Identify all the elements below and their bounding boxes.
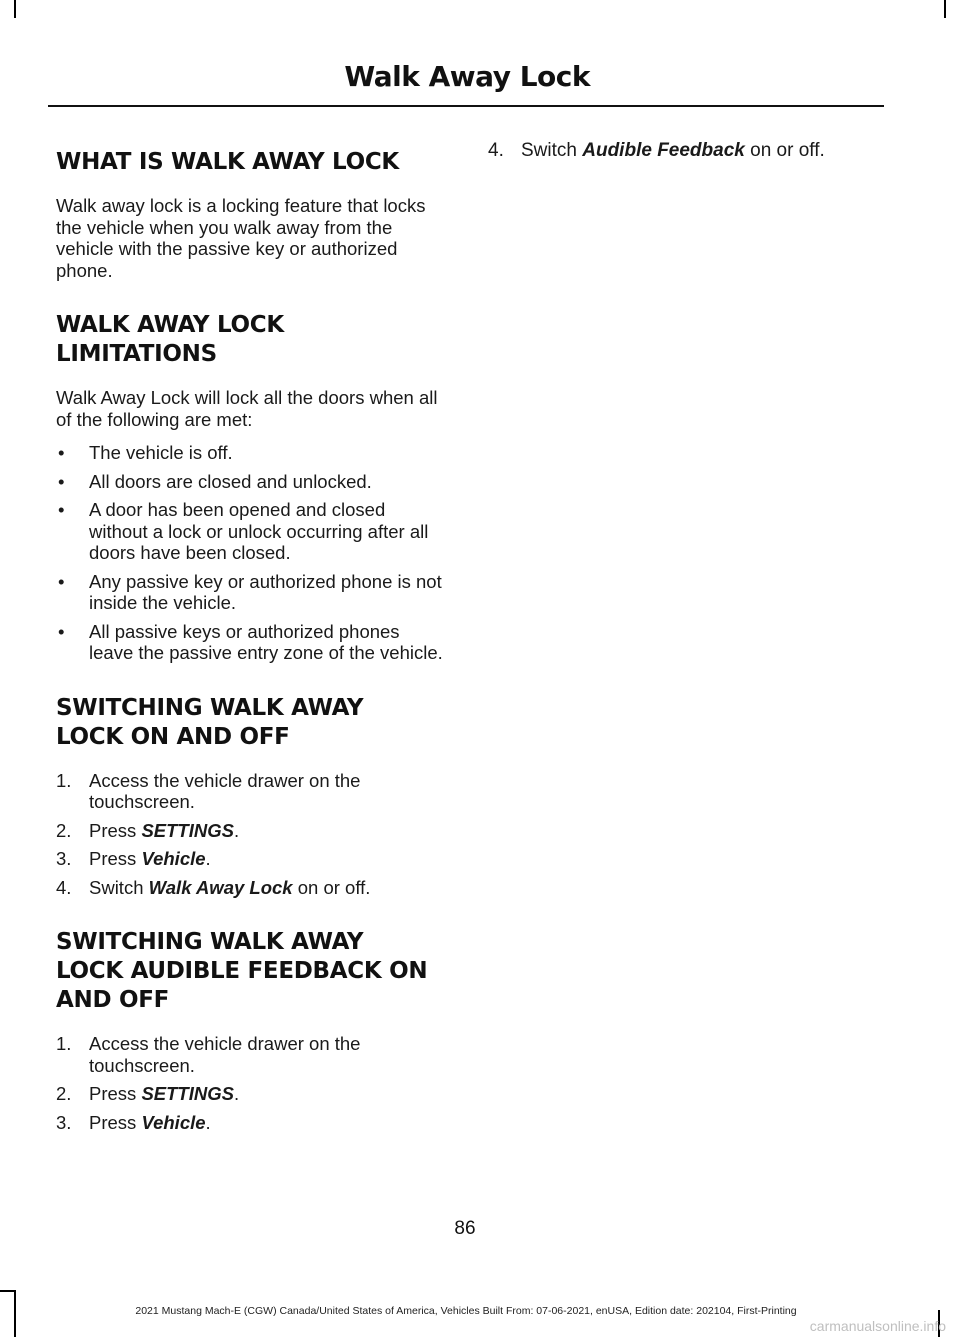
list-item bbox=[56, 471, 448, 493]
step-text-end: . bbox=[233, 819, 240, 841]
step-item bbox=[56, 877, 448, 899]
page-title: Walk Away Lock bbox=[344, 60, 590, 93]
watermark: carmanualsonline.info bbox=[809, 1318, 946, 1334]
section-heading-switching bbox=[56, 694, 448, 752]
step-ui-label: SETTINGS bbox=[141, 819, 234, 841]
feedback-steps-list bbox=[56, 1033, 448, 1133]
step-number: 4. bbox=[488, 140, 504, 161]
section-heading-audible-feedback bbox=[56, 928, 448, 1015]
limitations-bullet-list bbox=[56, 442, 448, 664]
list-item-text: A door has been opened and closed without a lock or unlock occurring after all doors have been closed. bbox=[89, 499, 429, 563]
section-what-is bbox=[56, 148, 448, 281]
step-number: 2. bbox=[56, 1083, 72, 1104]
step-text-end: . bbox=[205, 1111, 211, 1133]
heading-line: LIMITATIONS bbox=[56, 341, 217, 367]
crop-mark-bottom-left bbox=[14, 1290, 16, 1337]
step-text: Press bbox=[89, 1083, 142, 1104]
list-item-text: The vehicle is off. bbox=[89, 442, 233, 463]
crop-mark-top-left bbox=[14, 0, 16, 18]
list-item bbox=[56, 499, 448, 564]
step-ui-label: Vehicle bbox=[141, 1111, 206, 1133]
left-column bbox=[56, 140, 448, 1163]
step-text-end: on or off. bbox=[292, 876, 371, 898]
step-number: 4. bbox=[56, 876, 72, 898]
step-text-end: . bbox=[233, 1083, 240, 1104]
bullet-marker: • bbox=[58, 499, 65, 520]
heading-line: LOCK ON AND OFF bbox=[56, 723, 290, 750]
step-ui-label: Walk Away Lock bbox=[148, 876, 293, 898]
list-item-text: Any passive key or authorized phone is not inside the vehicle. bbox=[89, 570, 442, 613]
footer-edition-info: 2021 Mustang Mach-E (CGW) Canada/United States of America, Vehicles Built From: 07-06-2021, enUSA, Edition date: 202104, First-Printing bbox=[135, 1305, 797, 1317]
page-number: 86 bbox=[454, 1218, 476, 1239]
crop-mark-bottom-left-h bbox=[0, 1290, 16, 1292]
step-item bbox=[56, 848, 448, 870]
step-item bbox=[56, 1083, 448, 1105]
step-item bbox=[56, 770, 448, 813]
limitations-intro: Walk Away Lock will lock all the doors when all of the following are met: bbox=[56, 387, 438, 430]
list-item-text: All passive keys or authorized phones leave the passive entry zone of the vehicle. bbox=[89, 620, 443, 663]
heading-line: WALK AWAY LOCK bbox=[56, 312, 284, 338]
section-heading-limitations bbox=[56, 311, 448, 369]
step-ui-label: SETTINGS bbox=[141, 1083, 234, 1104]
section-limitations bbox=[56, 311, 448, 664]
bullet-marker: • bbox=[58, 442, 65, 463]
step-number: 3. bbox=[56, 1111, 72, 1133]
step-text: Press bbox=[89, 848, 142, 869]
step-item bbox=[56, 1112, 448, 1134]
heading-line: LOCK AUDIBLE FEEDBACK ON bbox=[56, 958, 428, 984]
step-number: 2. bbox=[56, 819, 72, 841]
step-number: 1. bbox=[56, 1033, 72, 1054]
step-ui-label: Vehicle bbox=[141, 848, 206, 869]
step-number: 1. bbox=[56, 769, 72, 791]
crop-mark-top-right bbox=[944, 0, 946, 18]
list-item bbox=[56, 621, 448, 664]
switching-steps-list bbox=[56, 770, 448, 899]
step-item bbox=[488, 140, 888, 162]
header-divider bbox=[48, 105, 884, 107]
step-number: 3. bbox=[56, 848, 72, 869]
step-text: Press bbox=[89, 819, 142, 841]
bullet-marker: • bbox=[58, 620, 65, 642]
step-text-end: on or off. bbox=[744, 140, 825, 161]
feedback-steps-list-continued bbox=[488, 140, 888, 162]
bullet-marker: • bbox=[58, 470, 65, 492]
list-item bbox=[56, 571, 448, 614]
step-text: Access the vehicle drawer on the touchscreen. bbox=[89, 1033, 361, 1076]
section-audible-feedback bbox=[56, 928, 448, 1133]
step-text: Switch bbox=[521, 140, 583, 161]
step-text-end: . bbox=[205, 848, 211, 869]
list-item-text: All doors are closed and unlocked. bbox=[89, 470, 372, 492]
section-heading-what-is: WHAT IS WALK AWAY LOCK bbox=[56, 149, 399, 175]
right-column bbox=[488, 140, 888, 192]
heading-line: SWITCHING WALK AWAY bbox=[56, 929, 364, 955]
section-switching bbox=[56, 694, 448, 899]
heading-line: AND OFF bbox=[56, 987, 170, 1013]
step-text: Press bbox=[89, 1111, 142, 1133]
step-item bbox=[56, 820, 448, 842]
step-item bbox=[56, 1033, 448, 1076]
step-ui-label: Audible Feedback bbox=[582, 140, 745, 161]
step-text: Access the vehicle drawer on the touchscreen. bbox=[89, 769, 361, 812]
list-item bbox=[56, 442, 448, 464]
step-text: Switch bbox=[89, 876, 149, 898]
section-body-what-is: Walk away lock is a locking feature that locks the vehicle when you walk away from the vehicle with the passive key or authorized phone. bbox=[56, 195, 426, 281]
heading-line: SWITCHING WALK AWAY bbox=[56, 694, 364, 721]
bullet-marker: • bbox=[58, 570, 65, 592]
